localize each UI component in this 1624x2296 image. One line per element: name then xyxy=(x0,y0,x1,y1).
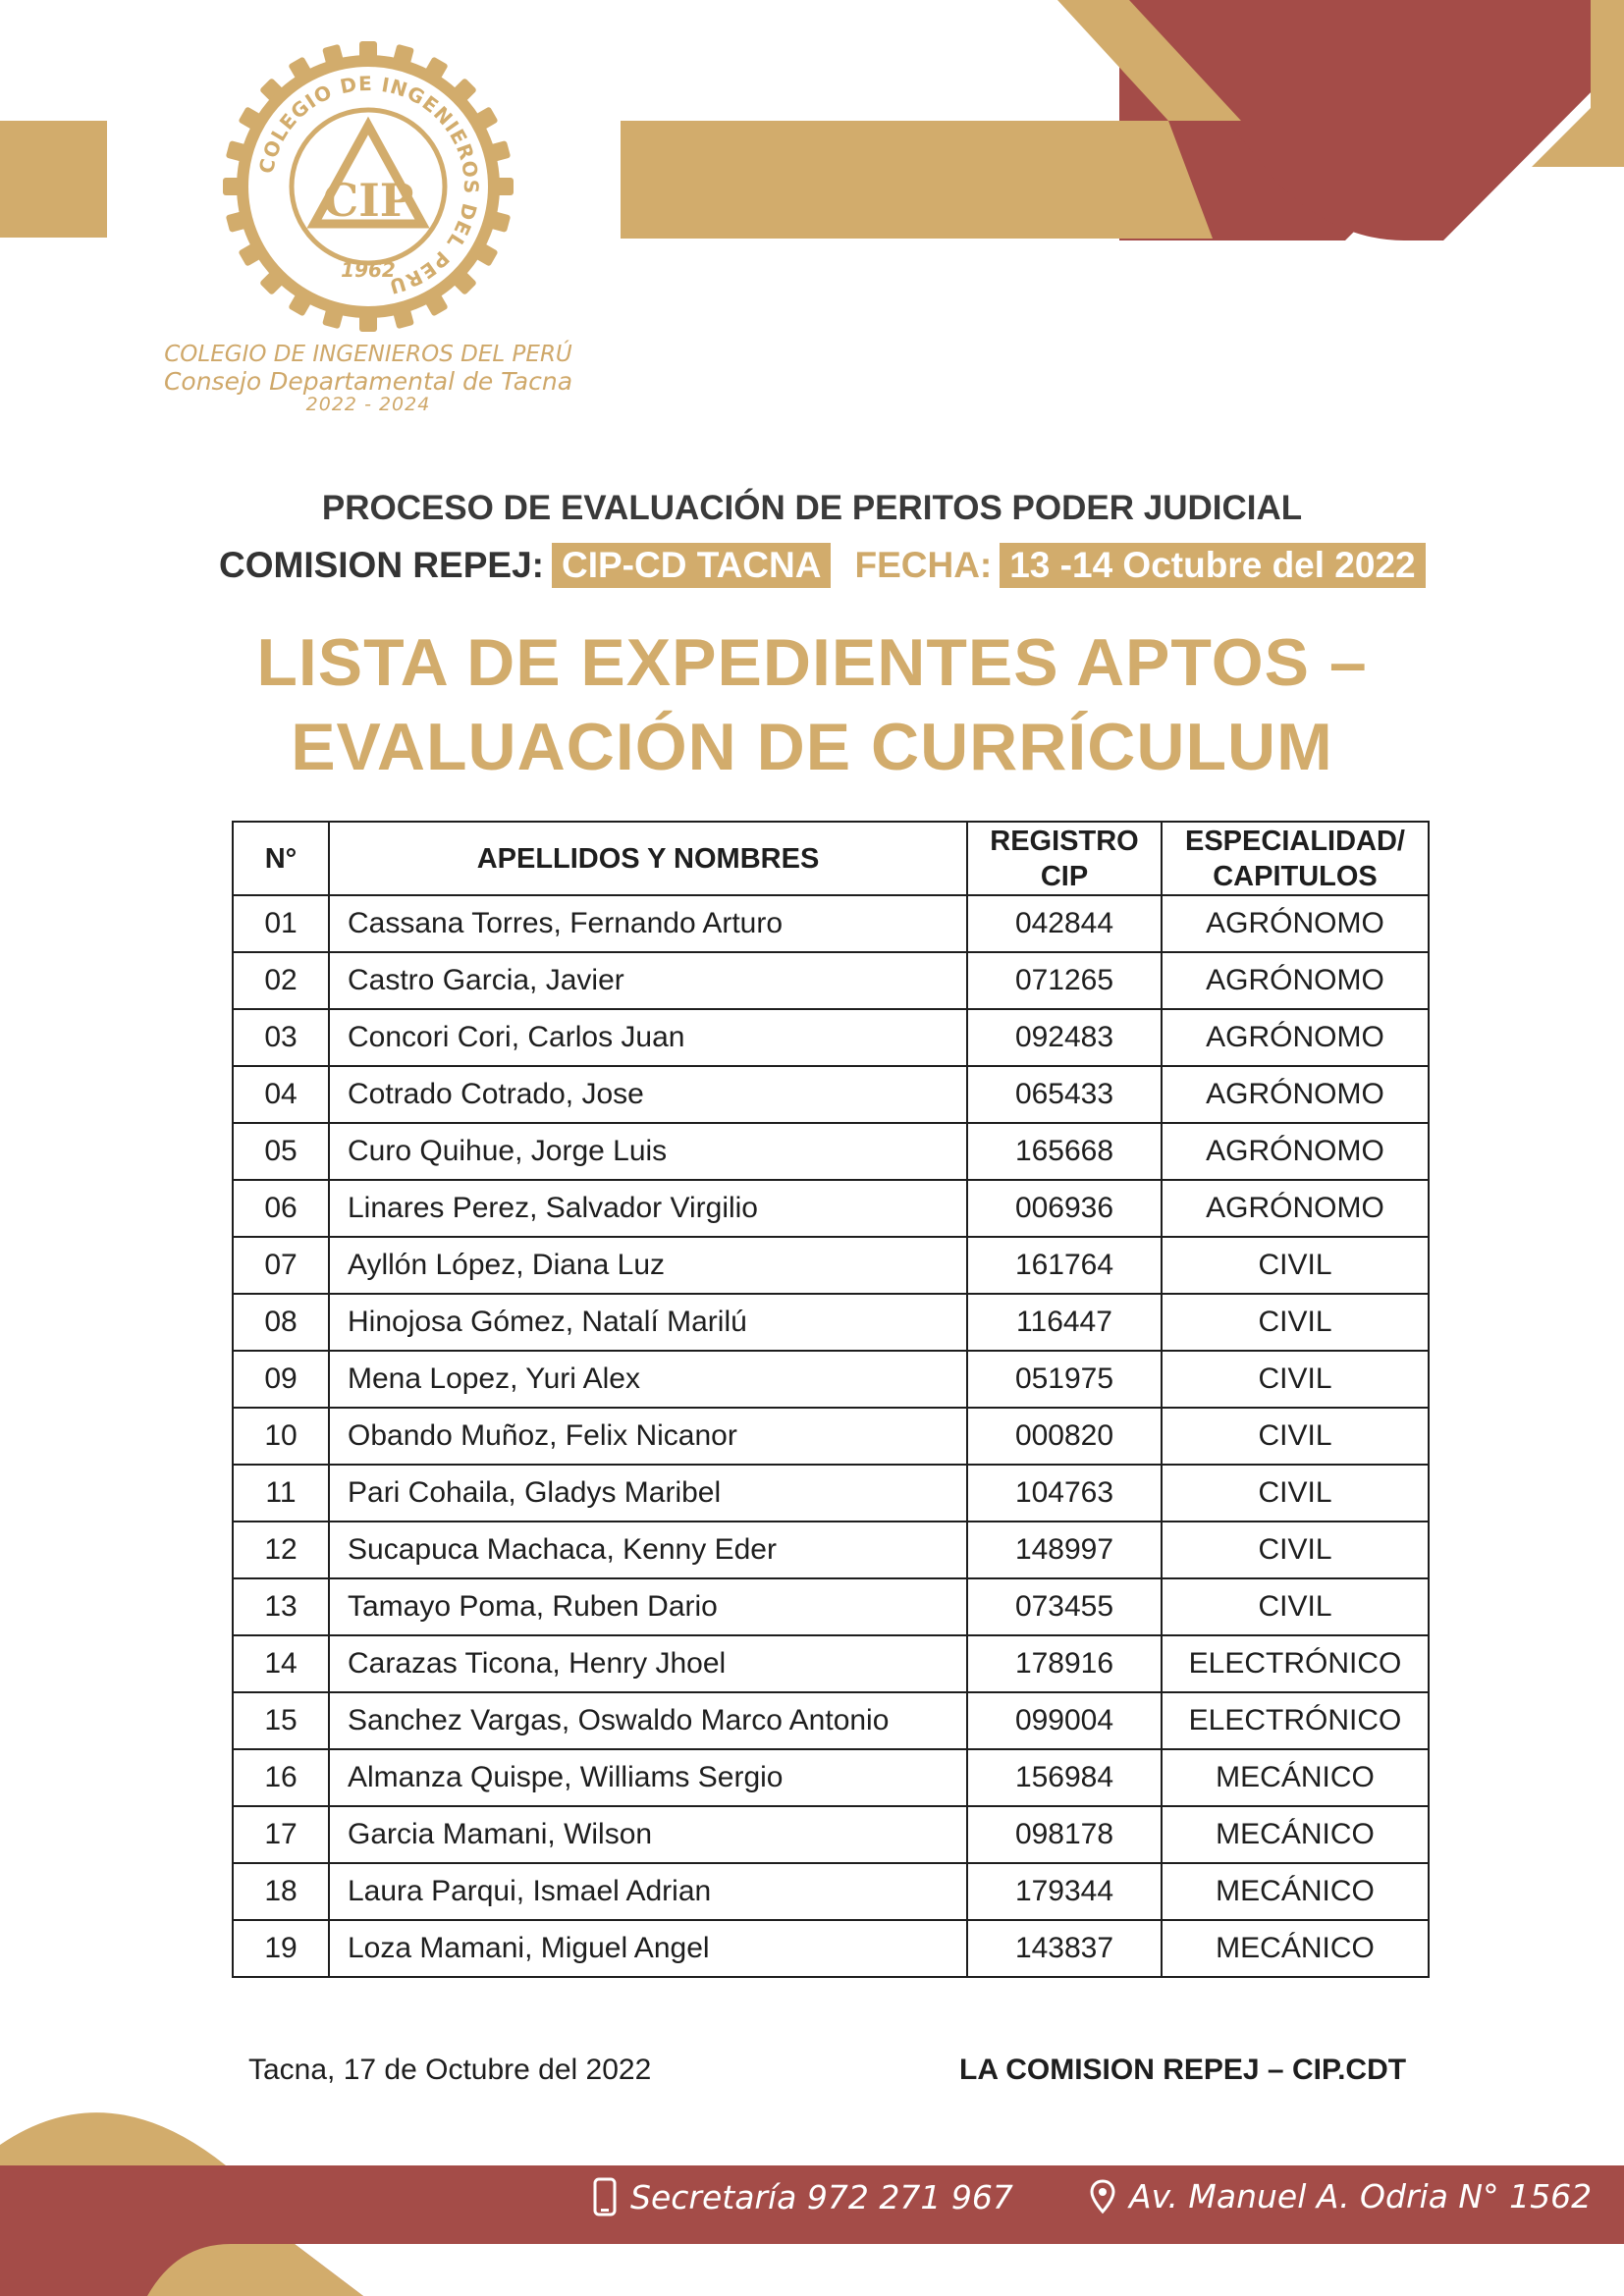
row-specialty: ELECTRÓNICO xyxy=(1162,1692,1429,1749)
row-name: Obando Muñoz, Felix Nicanor xyxy=(329,1408,967,1465)
table-row xyxy=(233,1749,1429,1806)
row-number: 11 xyxy=(233,1465,329,1522)
row-specialty: AGRÓNOMO xyxy=(1162,952,1429,1009)
mobile-phone-icon xyxy=(593,2177,617,2216)
row-number: 14 xyxy=(233,1635,329,1692)
table-row xyxy=(233,1180,1429,1237)
row-specialty: MECÁNICO xyxy=(1162,1749,1429,1806)
table-row xyxy=(233,1351,1429,1408)
row-name: Tamayo Poma, Ruben Dario xyxy=(329,1578,967,1635)
row-cip: 161764 xyxy=(967,1237,1162,1294)
row-number: 05 xyxy=(233,1123,329,1180)
header-esp-line-2: CAPITULOS xyxy=(1213,860,1378,892)
row-name: Carazas Ticona, Henry Jhoel xyxy=(329,1635,967,1692)
row-name: Cassana Torres, Fernando Arturo xyxy=(329,895,967,952)
row-specialty: AGRÓNOMO xyxy=(1162,1066,1429,1123)
row-name: Sanchez Vargas, Oswaldo Marco Antonio xyxy=(329,1692,967,1749)
address-text: Av. Manuel A. Odria N° 1562 xyxy=(1129,2177,1593,2216)
place-date: Tacna, 17 de Octubre del 2022 xyxy=(248,2054,652,2086)
table-row xyxy=(233,1920,1429,1977)
table-row xyxy=(233,952,1429,1009)
table-row xyxy=(233,1692,1429,1749)
row-cip: 065433 xyxy=(967,1066,1162,1123)
row-specialty: MECÁNICO xyxy=(1162,1863,1429,1920)
table-row xyxy=(233,1522,1429,1578)
row-name: Garcia Mamani, Wilson xyxy=(329,1806,967,1863)
row-name: Loza Mamani, Miguel Angel xyxy=(329,1920,967,1977)
fecha-value: 13 -14 Octubre del 2022 xyxy=(1000,543,1425,588)
row-name: Hinojosa Gómez, Natalí Marilú xyxy=(329,1294,967,1351)
table-row xyxy=(233,1863,1429,1920)
row-specialty: MECÁNICO xyxy=(1162,1806,1429,1863)
title-line-2: EVALUACIÓN DE CURRÍCULUM xyxy=(291,710,1333,784)
row-name: Concori Cori, Carlos Juan xyxy=(329,1009,967,1066)
row-cip: 006936 xyxy=(967,1180,1162,1237)
comision-value: CIP-CD TACNA xyxy=(552,543,831,588)
table-header-row xyxy=(233,822,1429,895)
row-cip: 104763 xyxy=(967,1465,1162,1522)
row-specialty: CIVIL xyxy=(1162,1522,1429,1578)
row-number: 03 xyxy=(233,1009,329,1066)
commission-line xyxy=(219,538,1426,593)
location-pin-icon xyxy=(1090,2179,1115,2215)
row-specialty: CIVIL xyxy=(1162,1294,1429,1351)
row-number: 13 xyxy=(233,1578,329,1635)
row-number: 02 xyxy=(233,952,329,1009)
table-row xyxy=(233,1123,1429,1180)
header-number: N° xyxy=(233,822,329,895)
row-number: 04 xyxy=(233,1066,329,1123)
header-esp-line-1: ESPECIALIDAD/ xyxy=(1185,825,1405,857)
row-number: 10 xyxy=(233,1408,329,1465)
row-name: Sucapuca Machaca, Kenny Eder xyxy=(329,1522,967,1578)
org-line-2: Consejo Departamental de Tacna xyxy=(163,367,573,396)
svg-text:COLEGIO DE INGENIEROS DEL PERU: COLEGIO DE INGENIEROS DEL PERU xyxy=(253,71,484,299)
row-cip: 042844 xyxy=(967,895,1162,952)
row-cip: 092483 xyxy=(967,1009,1162,1066)
row-cip: 073455 xyxy=(967,1578,1162,1635)
row-specialty: AGRÓNOMO xyxy=(1162,1123,1429,1180)
process-title: PROCESO DE EVALUACIÓN DE PERITOS PODER JUDICIAL xyxy=(321,489,1303,527)
row-specialty: CIVIL xyxy=(1162,1351,1429,1408)
table-row xyxy=(233,1237,1429,1294)
row-cip: 051975 xyxy=(967,1351,1162,1408)
row-specialty: CIVIL xyxy=(1162,1578,1429,1635)
row-number: 09 xyxy=(233,1351,329,1408)
row-name: Almanza Quispe, Williams Sergio xyxy=(329,1749,967,1806)
svg-text:1962: 1962 xyxy=(341,258,396,282)
row-number: 19 xyxy=(233,1920,329,1977)
cip-logo xyxy=(221,39,515,334)
row-number: 01 xyxy=(233,895,329,952)
row-cip: 165668 xyxy=(967,1123,1162,1180)
comision-label: COMISION REPEJ: xyxy=(219,545,544,585)
row-number: 16 xyxy=(233,1749,329,1806)
header-specialty xyxy=(1162,822,1429,895)
row-cip: 116447 xyxy=(967,1294,1162,1351)
organization-name xyxy=(147,344,589,414)
row-name: Cotrado Cotrado, Jose xyxy=(329,1066,967,1123)
document-title xyxy=(0,620,1624,789)
row-cip: 099004 xyxy=(967,1692,1162,1749)
table-row xyxy=(233,895,1429,952)
header-cip-line-2: CIP xyxy=(1040,860,1089,892)
row-specialty: AGRÓNOMO xyxy=(1162,1009,1429,1066)
header-cip-line-1: REGISTRO xyxy=(990,825,1139,857)
row-name: Laura Parqui, Ismael Adrian xyxy=(329,1863,967,1920)
row-cip: 179344 xyxy=(967,1863,1162,1920)
row-number: 08 xyxy=(233,1294,329,1351)
row-specialty: AGRÓNOMO xyxy=(1162,1180,1429,1237)
row-cip: 156984 xyxy=(967,1749,1162,1806)
table-row xyxy=(233,1408,1429,1465)
candidates-table xyxy=(232,821,1430,1978)
footer-phone xyxy=(593,2177,1013,2216)
row-specialty: AGRÓNOMO xyxy=(1162,895,1429,952)
fecha-label: FECHA: xyxy=(854,545,993,585)
row-name: Ayllón López, Diana Luz xyxy=(329,1237,967,1294)
row-specialty: CIVIL xyxy=(1162,1465,1429,1522)
table-row xyxy=(233,1294,1429,1351)
table-row xyxy=(233,1465,1429,1522)
phone-text: Secretaría 972 271 967 xyxy=(630,2177,1013,2216)
row-cip: 000820 xyxy=(967,1408,1162,1465)
row-cip: 143837 xyxy=(967,1920,1162,1977)
row-specialty: ELECTRÓNICO xyxy=(1162,1635,1429,1692)
row-name: Pari Cohaila, Gladys Maribel xyxy=(329,1465,967,1522)
row-specialty: CIVIL xyxy=(1162,1408,1429,1465)
row-number: 18 xyxy=(233,1863,329,1920)
header-name: APELLIDOS Y NOMBRES xyxy=(329,822,967,895)
table-row xyxy=(233,1635,1429,1692)
header-cip xyxy=(967,822,1162,895)
row-number: 17 xyxy=(233,1806,329,1863)
row-number: 12 xyxy=(233,1522,329,1578)
table-row xyxy=(233,1066,1429,1123)
row-specialty: CIVIL xyxy=(1162,1237,1429,1294)
row-specialty: MECÁNICO xyxy=(1162,1920,1429,1977)
row-name: Linares Perez, Salvador Virgilio xyxy=(329,1180,967,1237)
row-number: 15 xyxy=(233,1692,329,1749)
row-cip: 148997 xyxy=(967,1522,1162,1578)
signature-line: LA COMISION REPEJ – CIP.CDT xyxy=(959,2054,1407,2086)
table-row xyxy=(233,1806,1429,1863)
org-period: 2022 - 2024 xyxy=(305,394,431,415)
row-number: 06 xyxy=(233,1180,329,1237)
row-name: Castro Garcia, Javier xyxy=(329,952,967,1009)
row-name: Mena Lopez, Yuri Alex xyxy=(329,1351,967,1408)
title-line-1: LISTA DE EXPEDIENTES APTOS – xyxy=(256,625,1368,700)
row-cip: 071265 xyxy=(967,952,1162,1009)
table-row xyxy=(233,1009,1429,1066)
row-cip: 178916 xyxy=(967,1635,1162,1692)
table-row xyxy=(233,1578,1429,1635)
row-cip: 098178 xyxy=(967,1806,1162,1863)
footer-address xyxy=(1090,2177,1592,2216)
org-line-1: COLEGIO DE INGENIEROS DEL PERÚ xyxy=(164,342,572,367)
row-number: 07 xyxy=(233,1237,329,1294)
row-name: Curo Quihue, Jorge Luis xyxy=(329,1123,967,1180)
svg-text:CIP: CIP xyxy=(322,174,414,227)
